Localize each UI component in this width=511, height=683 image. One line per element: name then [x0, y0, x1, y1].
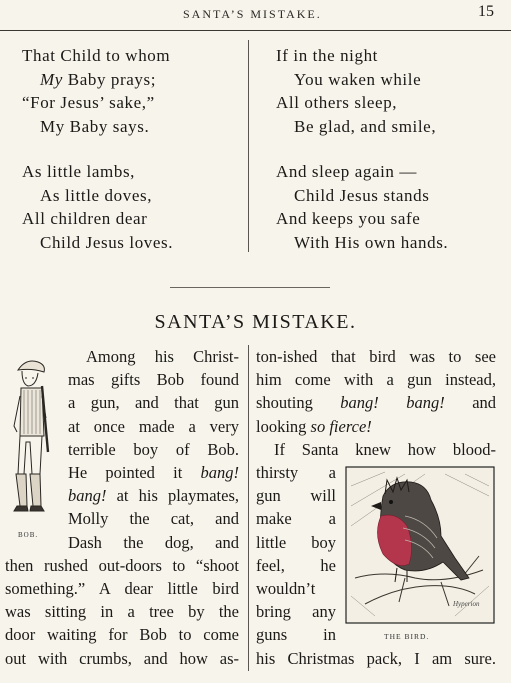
- poem-line: As little doves,: [40, 185, 153, 205]
- story-line: bang! at his playmates,: [68, 486, 239, 506]
- poem-line: All others sleep,: [276, 93, 398, 112]
- poem-italic-my: My: [40, 69, 63, 89]
- story-line: out with crumbs, and how as-: [5, 648, 239, 668]
- story-line: little boy: [256, 532, 336, 552]
- poem-column-divider: [248, 40, 249, 252]
- running-header: SANTA’S MISTAKE.: [183, 7, 322, 21]
- story-line: gun will: [256, 486, 336, 506]
- story-left-indented: [68, 345, 239, 554]
- story-line: at once made a very: [68, 416, 239, 436]
- poem-line: Child Jesus loves.: [40, 232, 174, 252]
- poem-line: That Child to whom: [22, 46, 171, 65]
- story-right-bottom: [256, 647, 496, 670]
- poem-left-column: [22, 44, 173, 254]
- poem-line: “For Jesus’ sake,”: [22, 93, 155, 112]
- story-line: ton-ished that bird was to see: [256, 347, 496, 366]
- story-line: then rushed out-doors to “shoot: [5, 555, 239, 575]
- story-line: door waiting for Bob to come: [5, 625, 239, 645]
- header-rule: [0, 30, 511, 31]
- bird-signature: Hyperion: [453, 600, 480, 608]
- story-column-divider: [248, 345, 249, 671]
- story-line: shouting bang! bang! and: [256, 393, 497, 413]
- bird-illustration: [345, 466, 495, 624]
- poem-right-column: [276, 44, 448, 254]
- section-rule: [170, 287, 330, 288]
- story-line: looking so fierce!: [256, 416, 372, 436]
- story-line: feel, he: [256, 555, 336, 575]
- story-line: Molly the cat, and: [68, 509, 239, 529]
- story-line: Dash the dog, and: [68, 532, 239, 552]
- story-right-narrow: [256, 461, 336, 647]
- poem-line: With His own hands.: [294, 232, 449, 252]
- poem-line: All children dear: [22, 209, 148, 228]
- story-line: a gun, and that gun: [68, 393, 239, 413]
- story-line: his Christmas pack, I am sure.: [256, 648, 496, 668]
- story-line: He pointed it bang!: [68, 462, 239, 482]
- bird-caption: THE BIRD.: [384, 632, 430, 641]
- story-line: him come with a gun instead,: [256, 370, 496, 390]
- poem-line: As little lambs,: [22, 162, 136, 181]
- poem-line: My Baby says.: [40, 116, 150, 136]
- poem-line: My Baby prays;: [40, 69, 157, 89]
- story-left-full: [5, 554, 239, 670]
- story-line: Among his Christ-: [86, 347, 239, 366]
- poem-line: And sleep again —: [276, 162, 417, 181]
- story-line: wouldn’t: [256, 578, 316, 598]
- story-line: guns in: [256, 625, 336, 645]
- bob-caption: BOB.: [18, 531, 39, 539]
- story-line: something.” A dear little bird: [5, 578, 239, 598]
- story-line: thirsty a: [256, 463, 336, 482]
- bob-illustration: [8, 356, 58, 526]
- story-title: SANTA’S MISTAKE.: [154, 311, 357, 333]
- poem-line: Child Jesus stands: [294, 185, 430, 205]
- story-line: terrible boy of Bob.: [68, 439, 239, 459]
- poem-line: And keeps you safe: [276, 209, 421, 228]
- poem-line: Be glad, and smile,: [294, 116, 437, 136]
- poem-line: If in the night: [276, 46, 379, 65]
- story-line: bring any: [256, 602, 336, 622]
- page-number: 15: [478, 3, 494, 20]
- poem-line: You waken while: [294, 69, 422, 89]
- story-line: If Santa knew how blood-: [274, 439, 496, 459]
- story-line: make a: [256, 509, 336, 529]
- story-right-top: [256, 345, 496, 461]
- story-line: mas gifts Bob found: [68, 370, 239, 390]
- story-line: was sitting in a tree by the: [5, 602, 239, 622]
